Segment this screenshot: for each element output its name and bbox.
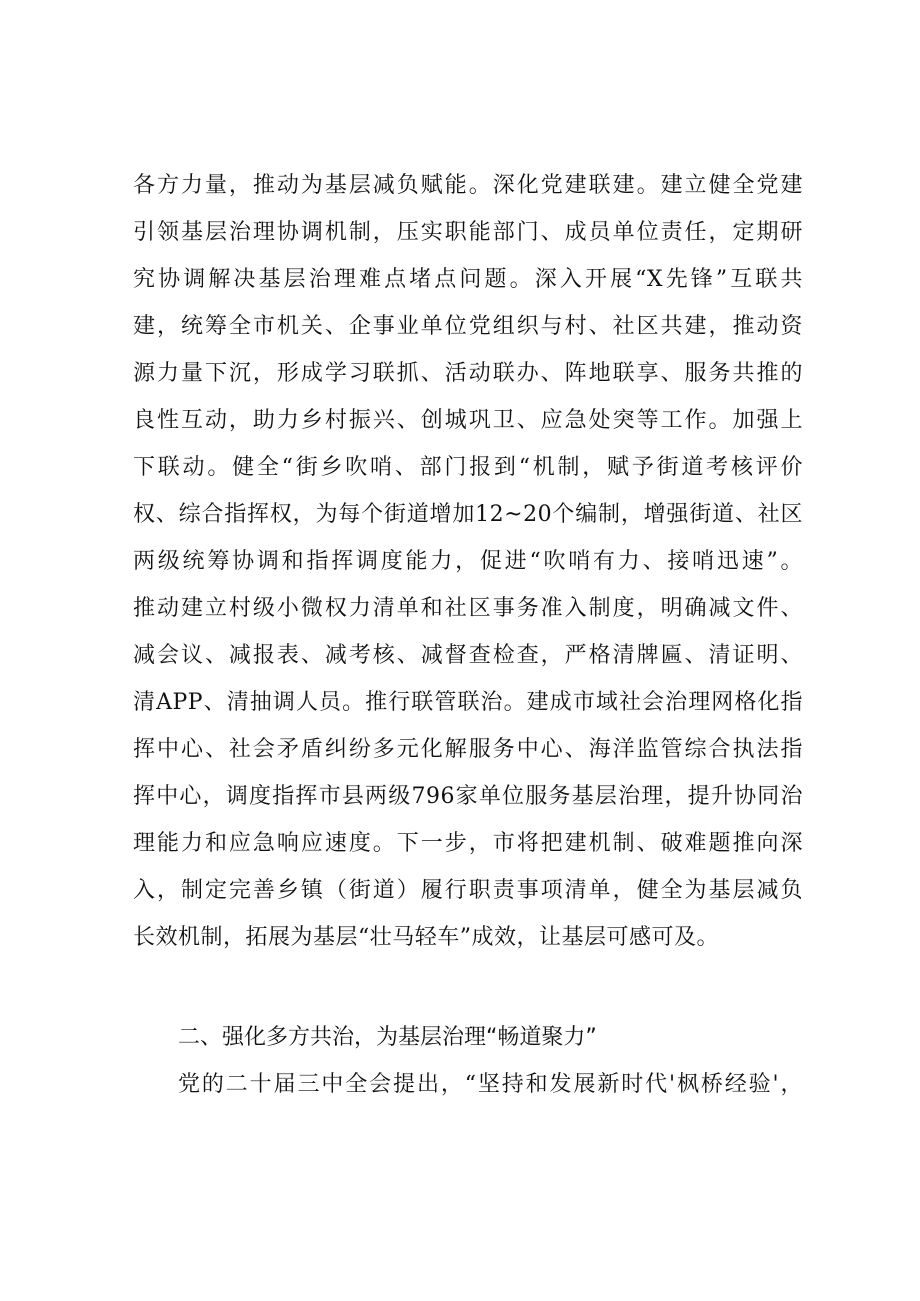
paragraph-line: 引领基层治理协调机制，压实职能部门、成员单位责任，定期研	[133, 220, 803, 245]
section-heading: 二、强化多方共治，为基层治理“畅道聚力”	[178, 1025, 597, 1050]
paragraph-line: 下联动。健全“街乡吹哨、部门报到“机制，赋予街道考核评价	[133, 455, 803, 480]
paragraph-line: 理能力和应急响应速度。下一步，市将把建机制、破难题推向深	[133, 831, 803, 856]
paragraph-line: 权、综合指挥权，为每个街道增加12~20个编制，增强街道、社区	[133, 502, 803, 527]
paragraph-line: 两级统筹协调和指挥调度能力，促进“吹哨有力、接哨迅速”。	[133, 549, 803, 574]
paragraph-line: 源力量下沉，形成学习联抓、活动联办、阵地联享、服务共推的	[133, 361, 803, 386]
paragraph-line: 究协调解决基层治理难点堵点问题。深入开展“X先锋”互联共	[133, 267, 803, 292]
paragraph-line: 各方力量，推动为基层减负赋能。深化党建联建。建立健全党建	[133, 173, 803, 198]
paragraph-line: 减会议、减报表、减考核、减督查检查，严格清牌匾、清证明、	[133, 643, 803, 668]
paragraph-line: 推动建立村级小微权力清单和社区事务准入制度，明确减文件、	[133, 596, 803, 621]
paragraph-line: 清APP、清抽调人员。推行联管联治。建成市域社会治理网格化指	[133, 690, 803, 715]
paragraph-line: 挥中心，调度指挥市县两级796家单位服务基层治理，提升协同治	[133, 784, 803, 809]
paragraph-line: 良性互动，助力乡村振兴、创城巩卫、应急处突等工作。加强上	[133, 408, 803, 433]
paragraph-line: 长效机制，拓展为基层“壮马轻车”成效，让基层可感可及。	[133, 925, 719, 950]
paragraph-line: 入，制定完善乡镇（街道）履行职责事项清单，健全为基层减负	[133, 878, 803, 903]
paragraph-line: 挥中心、社会矛盾纠纷多元化解服务中心、海洋监管综合执法指	[133, 737, 803, 762]
paragraph-line: 建，统筹全市机关、企事业单位党组织与村、社区共建，推动资	[133, 314, 803, 339]
paragraph-line: 党的二十届三中全会提出，“坚持和发展新时代'枫桥经验'，	[178, 1072, 803, 1097]
